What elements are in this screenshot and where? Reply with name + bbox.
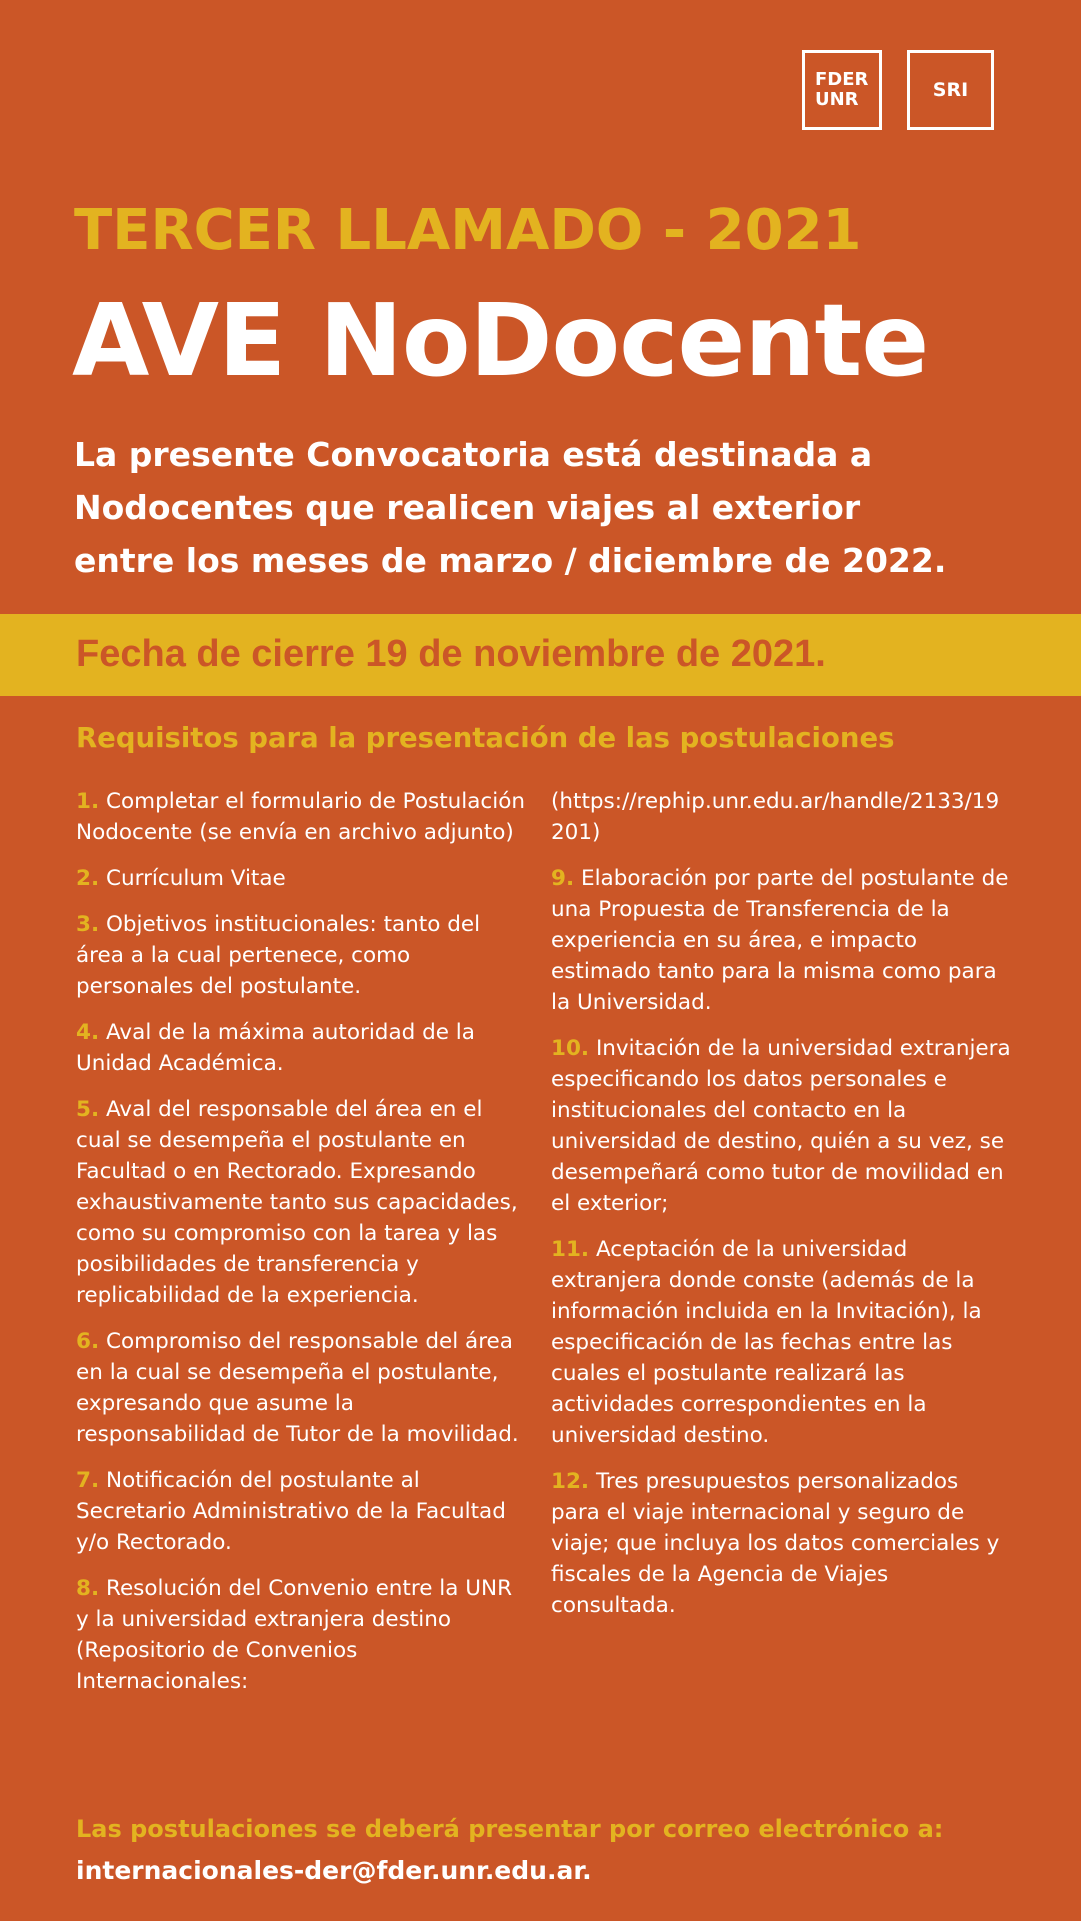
requirement-number: 3. xyxy=(76,912,100,937)
fder-unr-logo xyxy=(802,50,882,130)
contact-email: internacionales-der@fder.unr.edu.ar. xyxy=(76,1856,592,1885)
deadline-banner xyxy=(0,614,1081,696)
requirement-item xyxy=(551,863,1011,1018)
deadline-text: Fecha de cierre 19 de noviembre de 2021. xyxy=(76,633,826,675)
page-title: AVE NoDocente xyxy=(72,282,929,399)
requirement-number: 8. xyxy=(76,1576,100,1601)
requirement-8-link: (https://rephip.unr.edu.ar/handle/2133/19201) xyxy=(551,789,1000,845)
fder-logo-line1: FDER xyxy=(815,69,869,90)
intro-paragraph xyxy=(74,428,1034,587)
sri-logo-text: SRI xyxy=(932,79,969,101)
requirement-text: Aval de la máxima autoridad de la Unidad Académica. xyxy=(76,1020,475,1076)
requirements-right-column xyxy=(551,786,1011,1636)
requirement-text: Resolución del Convenio entre la UNR y la universidad extranjera destino (Repositorio de Convenios Internacionales: xyxy=(76,1576,513,1694)
requirement-text: Tres presupuestos personalizados para el viaje internacional y seguro de viaje; que incluya los datos comerciales y fiscales de la Agencia de Viajes consultada. xyxy=(551,1469,1000,1618)
requirement-item xyxy=(76,1094,526,1311)
requirement-number: 10. xyxy=(551,1036,590,1061)
requirement-number: 9. xyxy=(551,866,575,891)
requirement-item xyxy=(76,909,526,1002)
call-kicker: TERCER LLAMADO - 2021 xyxy=(74,198,862,263)
requirement-item xyxy=(76,1326,526,1450)
requirement-text: Currículum Vitae xyxy=(105,866,286,891)
footer-label: Las postulaciones se deberá presentar por correo electrónico a: xyxy=(76,1815,944,1843)
requirement-number: 4. xyxy=(76,1020,100,1045)
requirement-item xyxy=(551,1033,1011,1219)
requirement-number: 5. xyxy=(76,1097,100,1122)
requirement-number: 7. xyxy=(76,1468,100,1493)
requirement-text: Completar el formulario de Postulación Nodocente (se envía en archivo adjunto) xyxy=(76,789,526,845)
intro-line: Nodocentes que realicen viajes al exterior xyxy=(74,488,861,527)
requirement-item xyxy=(76,1465,526,1558)
requirement-item xyxy=(76,786,526,848)
requirements-left-column xyxy=(76,786,526,1712)
requirement-text: Objetivos institucionales: tanto del área a la cual pertenece, como personales del postulante. xyxy=(76,912,481,999)
requirement-item xyxy=(551,1234,1011,1451)
requirement-item xyxy=(551,1466,1011,1621)
requirement-text: Invitación de la universidad extranjera especificando los datos personales e institucionales del contacto en la universidad de destino, quién a su vez, se desempeñará como tutor de movilidad en el exterior; xyxy=(551,1036,1011,1216)
requirement-number: 2. xyxy=(76,866,100,891)
requirement-text: Elaboración por parte del postulante de una Propuesta de Transferencia de la experiencia en su área, e impacto estimado tanto para la misma como para la Universidad. xyxy=(551,866,1009,1015)
requirement-text: Aceptación de la universidad extranjera donde conste (además de la información incluida en la Invitación), la especificación de las fechas entre las cuales el postulante realizará las actividades correspondientes en la universidad destino. xyxy=(551,1237,982,1448)
requirement-item xyxy=(76,1573,526,1697)
requirement-text: Notificación del postulante al Secretario Administrativo de la Facultad y/o Rectorado. xyxy=(76,1468,506,1555)
fder-logo-line2: UNR xyxy=(815,89,859,110)
requirements-title: Requisitos para la presentación de las postulaciones xyxy=(76,722,895,754)
requirement-item xyxy=(76,1017,526,1079)
requirement-number: 1. xyxy=(76,789,100,814)
intro-line: entre los meses de marzo / diciembre de 2022. xyxy=(74,541,947,580)
sri-logo xyxy=(907,50,994,130)
requirement-number: 12. xyxy=(551,1469,590,1494)
requirement-number: 11. xyxy=(551,1237,590,1262)
requirement-text: Compromiso del responsable del área en la cual se desempeña el postulante, expresando que asume la responsabilidad de Tutor de la movilidad. xyxy=(76,1329,519,1447)
requirement-text: Aval del responsable del área en el cual se desempeña el postulante en Facultad o en Rectorado. Expresando exhaustivamente tanto sus capacidades, como su compromiso con la tarea y las posibilidades de transferencia y replicabilidad de la experiencia. xyxy=(76,1097,518,1308)
requirement-item xyxy=(76,863,526,894)
requirement-number: 6. xyxy=(76,1329,100,1354)
intro-line: La presente Convocatoria está destinada a xyxy=(74,435,873,474)
